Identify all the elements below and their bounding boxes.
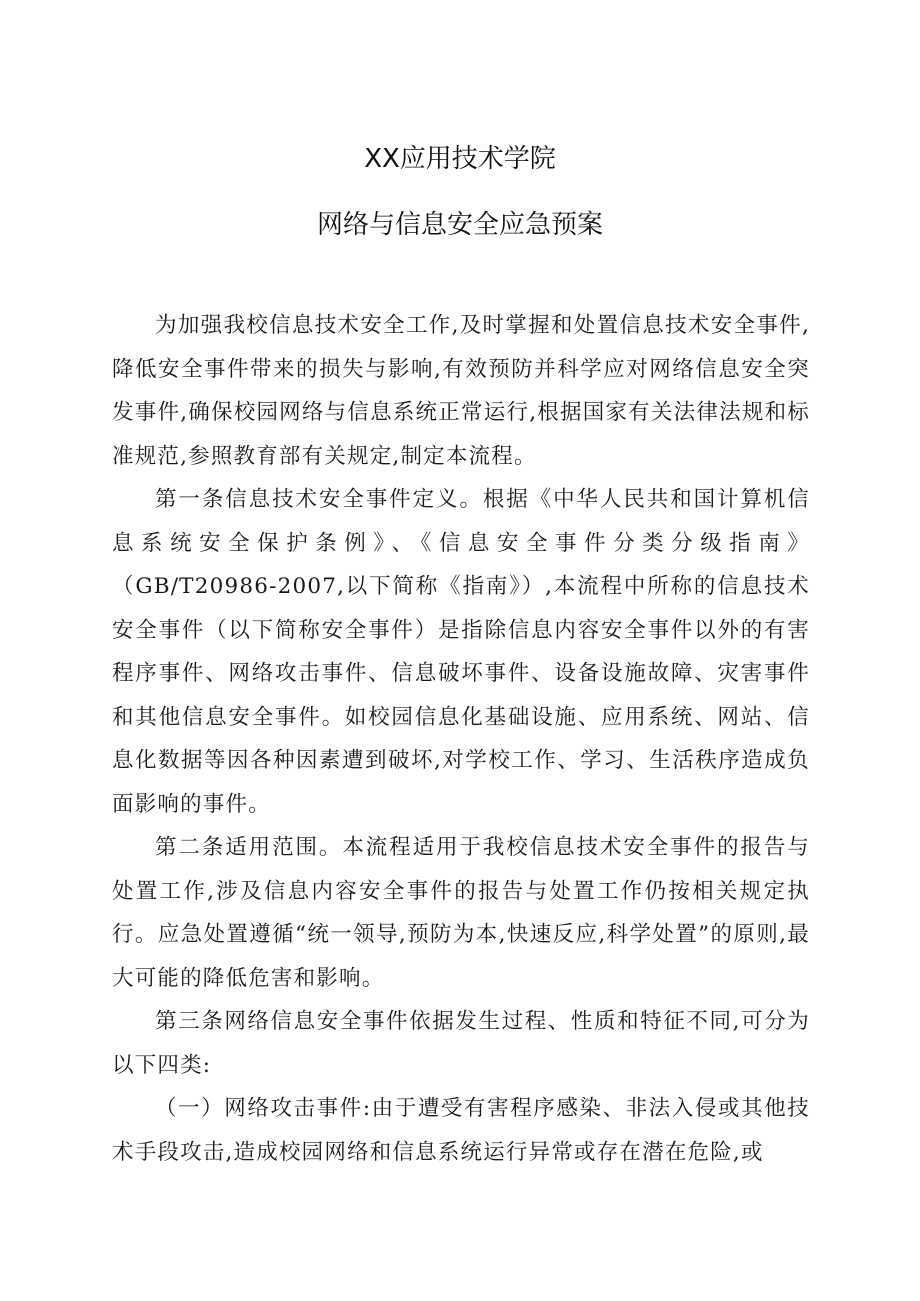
paragraph-article-2: 第二条适用范围。本流程适用于我校信息技术安全事件的报告与处置工作,涉及信息内容安全事件的报告与处置工作仍按相关规定执行。应急处置遵循“统一领导,预防为本,快速反应,科学处置”的原则,最大可能的降低危害和影响。 — [112, 835, 810, 991]
paragraph-article-1: 第一条信息技术安全事件定义。根据《中华人民共和国计算机信息系统安全保护条例》、《信息安全事件分类分级指南》（GB/T20986-2007,以下简称《指南》）,本流程中所称的信息技术安全事件（以下简称安全事件）是指除信息内容安全事件以外的有害程序事件、网络攻击事件、信息破坏事件、设备设施故障、灾害事件和其他信息安全事件。如校园信息化基础设施、应用系统、网站、信息化数据等因各种因素遭到破坏,对学校工作、学习、生活秩序造成负面影响的事件。 — [112, 487, 810, 817]
paragraph-article-3: 第三条网络信息安全事件依据发生过程、性质和特征不同,可分为以下四类: — [112, 1009, 810, 1078]
paragraph-intro: 为加强我校信息技术安全工作,及时掌握和处置信息技术安全事件,降低安全事件带来的损失与影响,有效预防并科学应对网络信息安全突发事件,确保校园网络与信息系统正常运行,根据国家有关法律法规和标准规范,参照教育部有关规定,制定本流程。 — [112, 313, 810, 469]
document-title-institution: XX应用技术学院 — [364, 144, 556, 174]
document-body — [112, 304, 810, 1174]
document-title-plan: 网络与信息安全应急预案 — [316, 210, 603, 240]
paragraph-item-1: （一）网络攻击事件:由于遭受有害程序感染、非法入侵或其他技术手段攻击,造成校园网络和信息系统运行异常或存在潜在危险,或 — [112, 1096, 810, 1165]
